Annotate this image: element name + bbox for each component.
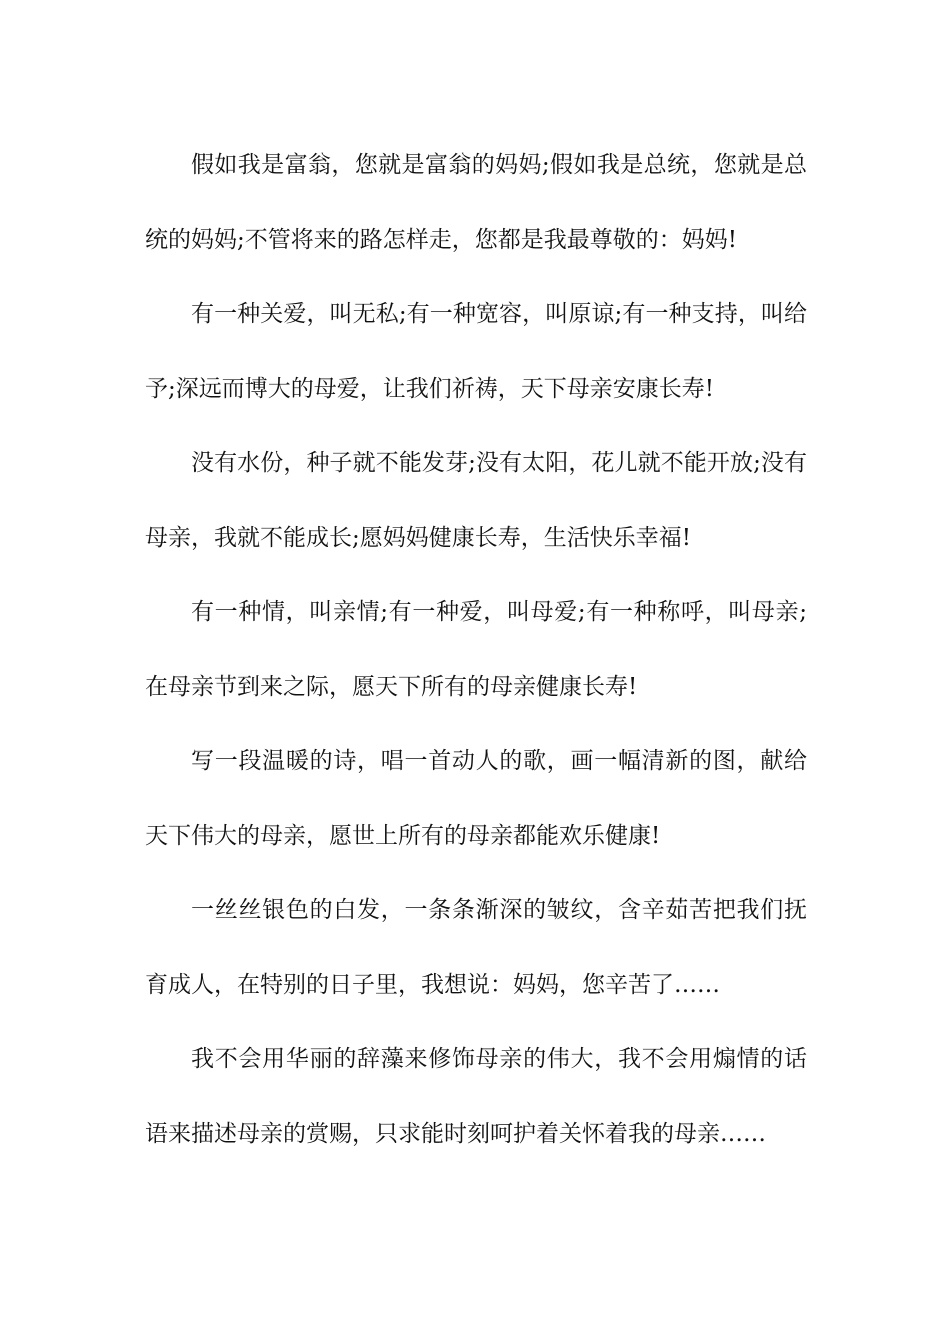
paragraph-3: 没有水份，种子就不能发芽;没有太阳，花儿就不能开放;没有母亲，我就不能成长;愿妈妈健康长寿，生活快乐幸福!	[145, 450, 807, 551]
paragraph-1: 假如我是富翁，您就是富翁的妈妈;假如我是总统，您就是总统的妈妈;不管将来的路怎样走，您都是我最尊敬的：妈妈!	[145, 152, 807, 253]
paragraph-7: 我不会用华丽的辞藻来修饰母亲的伟大，我不会用煽情的话语来描述母亲的赏赐，只求能时刻呵护着关怀着我的母亲……	[145, 1046, 807, 1147]
paragraph-4: 有一种情，叫亲情;有一种爱，叫母爱;有一种称呼，叫母亲;在母亲节到来之际，愿天下所有的母亲健康长寿!	[145, 599, 807, 700]
document-body	[145, 128, 807, 1171]
paragraph-6: 一丝丝银色的白发，一条条渐深的皱纹，含辛茹苦把我们抚育成人，在特别的日子里，我想说：妈妈，您辛苦了……	[145, 897, 807, 998]
paragraph-5: 写一段温暖的诗，唱一首动人的歌，画一幅清新的图，献给天下伟大的母亲，愿世上所有的母亲都能欢乐健康!	[145, 748, 807, 849]
paragraph-2: 有一种关爱，叫无私;有一种宽容，叫原谅;有一种支持，叫给予;深远而博大的母爱，让我们祈祷，天下母亲安康长寿!	[145, 301, 807, 402]
